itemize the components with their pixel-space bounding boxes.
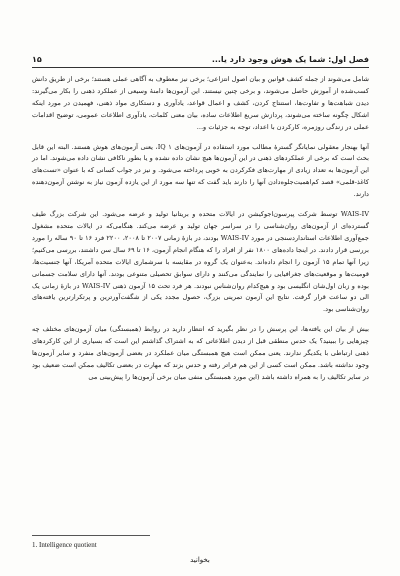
header-chapter-title: فصل اول: شما یک هوش وجود دارد یا... xyxy=(211,54,369,64)
footnote: 1. Intelligence quotient xyxy=(32,541,97,549)
running-header xyxy=(32,52,369,66)
header-rule xyxy=(32,67,369,68)
footnote-rule xyxy=(32,535,150,536)
header-page-number: ۱۵ xyxy=(32,54,42,64)
body-text xyxy=(32,74,369,392)
page-folio: بخوانید xyxy=(190,556,210,564)
paragraph: شامل می‌شوند از جمله کشف قوانین و بیان اصول انتزاعی؛ برخی نیز معطوف به آگاهی عملی هستند؛ برخی از طریق دانش کسب‌شده از آموزش حاصل می‌شوند، و برخی چنین نیستند. این آزمون‌ها دامنهٔ وسیعی از عملکرد ذهنی را بکار می‌گیرند: دیدن شباهت‌ها و تفاوت‌ها، استنتاج کردن، کشف و اعمال قواعد، یادآوری و دستکاری مواد ذهنی، فهمیدن در مورد اینکه اشکال چگونه ساخته می‌شوند، پردازش سریع اطلاعات ساده، بیان معنی کلمات، یادآوری اطلاعات عمومی، توضیح اقدامات عملی در زندگی روزمره، کارکردن با اعداد، توجه به جزئیات و... xyxy=(32,75,369,131)
paragraph: WAIS-IV توسط شرکت پیرسون‌اجوکیشن در ایالات متحده و بریتانیا تولید و عرضه می‌شود. این شرکت بزرگ طیف گسترده‌ای از آزمون‌های روان‌شناسی را در سراسر جهان تولید و عرضه می‌کند. هنگامی‌که در ایالات متحده مشغول جمع‌آوری اطلاعات استانداردسنجی در مورد WAIS-IV بودند، در بازهٔ زمانی ۲۰۰۷ تا ۲۰۰۸، ۲۲۰۰ فرد ۱۶ تا ۹۰ ساله را مورد بررسی قرار دادند. در اینجا داده‌های ۱۸۰۰ نفر از افراد را که هنگام انجام آزمون، ۱۶ تا ۶۹ سال سن داشتند، بررسی می‌کنیم؛ زیرا آنها تمام ۱۵ آزمون را انجام داده‌اند. به‌عنوان یک گروه در مقایسه با سرشماری ایالات متحده آمریکا، آنها جنسیت‌ها، قومیت‌ها و موقعیت‌های جغرافیایی را نمایندگی می‌کنند و دارای سوابق تحصیلی متنوعی بودند. آنها دارای سلامت جسمانی بوده و زبان اول‌شان انگلیسی بود و هیچ‌کدام روان‌شناس نبودند. هر فرد تحت ۱۵ آزمون ذهنی WAIS-IV در بازهٔ زمانی یک الی دو ساعت قرار گرفت. نتایج این آزمون تمرینی بزرگ، حصول مجدد یکی از شگفت‌آورترین و پرتکرارترین یافته‌های روان‌شناسی بود. xyxy=(32,210,370,314)
paragraph: آنها بهنجار معقولی نمایانگر گسترهٔ مطالب مورد استفاده در آزمون‌های IQ ۱، یعنی آزمون‌های هوش هستند. البته این قابل بحث است که برخی از عملکردهای ذهنی در این آزمون‌ها هیچ نشان داده نشده و یا بطور ناکافی نشان داده می‌شوند. اما در این آزمون‌ها به تعداد زیادی از مهارت‌های فکرکردن به خوبی پرداخته می‌شود. و نیز در جواب کسانی که با عنوان «تست‌های کاغذ-قلمی» قصد کم‌اهمیت‌جلوه‌دادن آنها را دارند باید گفت که تنها سه مورد از این یازده آزمون نیاز به نوشتن آزمون‌دهنده دارند. xyxy=(32,142,369,199)
paragraph: بیش از بیان این یافته‌ها، این پرسش را در نظر بگیرید که انتظار دارید در روابط (همبستگی) میان آزمون‌های مختلف چه چیزهایی را ببینید؟ یک حدس منطقی قبل از دیدن اطلاعاتی که به اشتراک گذاشتم این است که بسیاری از این کارکردهای ذهنی ارتباطی با یکدیگر ندارند. یعنی ممکن است هیچ همبستگی میان عملکرد در بعضی آزمون‌های منفرد و سایر آزمون‌ها وجود نداشته باشد. ممکن است کسی از این هم فراتر رفته و حدس بزند که مهارت در بعضی تکالیف ممکن است ضعیف بود در سایر تکالیف را به همراه داشته باشد (این مورد همبستگی منفی میان برخی آزمون‌ها را پیش‌بینی می xyxy=(32,325,369,381)
